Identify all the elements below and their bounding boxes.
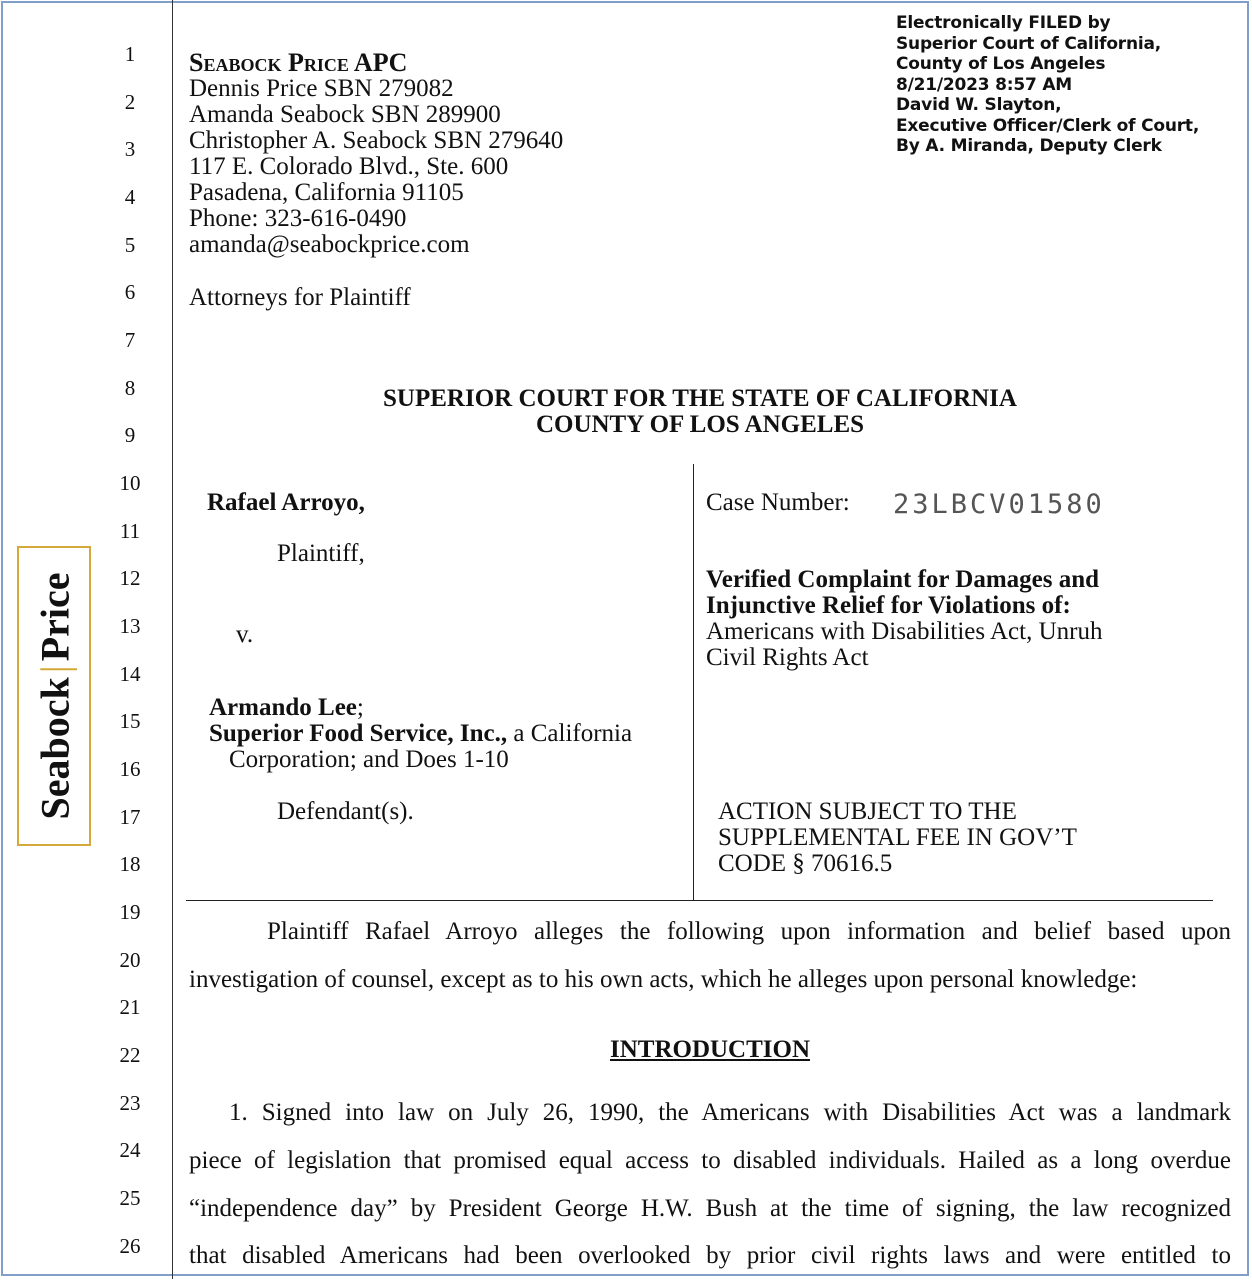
logo-separator: | <box>32 665 78 674</box>
attorney-block <box>189 50 563 258</box>
firm-name: Seabock Price APC <box>189 48 408 77</box>
line-number: 16 <box>119 757 141 781</box>
email-line: amanda@seabockprice.com <box>189 231 470 258</box>
stamp-line: Superior Court of California, <box>896 33 1162 54</box>
stamp-line: 8/21/2023 8:57 AM <box>896 74 1073 95</box>
paragraph-line: investigation of counsel, except as to his own acts, which he alleges upon personal knowledge: <box>189 965 1138 993</box>
line-number: 22 <box>119 1043 141 1067</box>
line-number: 20 <box>119 948 141 972</box>
stamp-line: Electronically FILED by <box>896 13 1111 33</box>
paragraph-line: piece of legislation that promised equal access to disabled individuals. Hailed as a long overdue <box>189 1146 1231 1174</box>
address-line: 117 E. Colorado Blvd., Ste. 600 <box>189 153 509 180</box>
versus: v. <box>236 621 254 648</box>
defendant-2-name: Superior Food Service, Inc., <box>209 720 508 747</box>
line-number: 14 <box>119 662 141 686</box>
line-number: 17 <box>119 805 141 829</box>
fee-notice-1: ACTION SUBJECT TO THE <box>718 798 1017 825</box>
line-number: 7 <box>124 328 136 352</box>
filing-stamp <box>896 13 1199 157</box>
case-number-label: Case Number: <box>706 489 850 516</box>
fee-notice-3: CODE § 70616.5 <box>718 850 893 877</box>
line-number: 19 <box>119 900 141 924</box>
case-number: 23LBCV01580 <box>893 489 1105 520</box>
defendant-line-2 <box>209 721 632 747</box>
defendant-line-3: Corporation; and Does 1-10 <box>229 746 509 773</box>
line-number: 11 <box>119 519 141 543</box>
defendant-line-1 <box>209 695 364 721</box>
attorney-line: Dennis Price SBN 279082 <box>189 75 454 102</box>
stamp-line: By A. Miranda, Deputy Clerk <box>896 136 1162 156</box>
defendant-2-desc: a California <box>513 720 633 747</box>
complaint-subtitle-1: Americans with Disabilities Act, Unruh <box>706 618 1103 645</box>
line-number: 9 <box>124 423 136 447</box>
line-number: 2 <box>124 90 136 114</box>
defendant-role: Defendant(s). <box>277 798 414 825</box>
left-margin-rule <box>172 0 173 1279</box>
stamp-line: Executive Officer/Clerk of Court, <box>896 115 1200 136</box>
line-number: 10 <box>119 471 141 495</box>
paragraph-line: 1. Signed into law on July 26, 1990, the Americans with Disabilities Act was a landmark <box>229 1099 1231 1126</box>
line-number: 15 <box>119 709 141 733</box>
line-number: 23 <box>119 1091 141 1115</box>
attorney-line: Amanda Seabock SBN 289900 <box>189 101 501 128</box>
court-name: SUPERIOR COURT FOR THE STATE OF CALIFORNIA <box>383 385 1017 412</box>
line-number: 12 <box>119 566 141 590</box>
preamble-paragraph <box>189 908 1231 1004</box>
line-number: 3 <box>124 137 136 161</box>
caption-divider <box>693 464 694 901</box>
defendant-separator: ; <box>356 694 364 721</box>
defendant-1-name: Armando Lee <box>209 694 357 721</box>
paragraph-line: Plaintiff Rafael Arroyo alleges the following upon information and belief based upon <box>267 918 1231 945</box>
fee-notice-2: SUPPLEMENTAL FEE IN GOV’T <box>718 824 1077 851</box>
paragraph-line: that disabled Americans had been overlooked by prior civil rights laws and were entitled to <box>189 1242 1231 1270</box>
stamp-line: David W. Slayton, <box>896 95 1062 115</box>
address-line: Pasadena, California 91105 <box>189 179 464 206</box>
line-number: 24 <box>119 1138 141 1162</box>
line-number: 1 <box>124 42 136 66</box>
caption-bottom-rule <box>186 900 1213 901</box>
line-number: 8 <box>124 376 136 400</box>
court-heading <box>189 386 1211 438</box>
line-number: 26 <box>119 1234 141 1258</box>
line-number: 6 <box>124 280 136 304</box>
stamp-line: County of Los Angeles <box>896 54 1106 74</box>
paragraph-1 <box>189 1089 1231 1280</box>
attorney-line: Christopher A. Seabock SBN 279640 <box>189 127 564 154</box>
line-number: 5 <box>124 233 136 257</box>
paragraph-line: “independence day” by President George H.W. Bush at the time of signing, the law recognized <box>189 1194 1231 1222</box>
plaintiff-role: Plaintiff, <box>277 540 365 567</box>
line-number: 25 <box>119 1186 141 1210</box>
court-county: COUNTY OF LOS ANGELES <box>535 411 865 438</box>
plaintiff-name: Rafael Arroyo, <box>207 489 365 516</box>
attorneys-for: Attorneys for Plaintiff <box>189 284 411 311</box>
line-number: 18 <box>119 852 141 876</box>
phone-line: Phone: 323-616-0490 <box>189 205 407 232</box>
complaint-subtitle-2: Civil Rights Act <box>706 644 869 671</box>
line-number: 21 <box>119 995 141 1019</box>
line-number: 4 <box>124 185 136 209</box>
introduction-heading: INTRODUCTION <box>609 1036 811 1063</box>
firm-logo <box>32 572 79 819</box>
logo-left-word: Seabock <box>32 677 78 820</box>
complaint-title-1: Verified Complaint for Damages and <box>706 566 1100 593</box>
logo-right-word: Price <box>32 572 78 662</box>
complaint-title-2: Injunctive Relief for Violations of: <box>706 592 1071 619</box>
line-number: 13 <box>119 614 141 638</box>
